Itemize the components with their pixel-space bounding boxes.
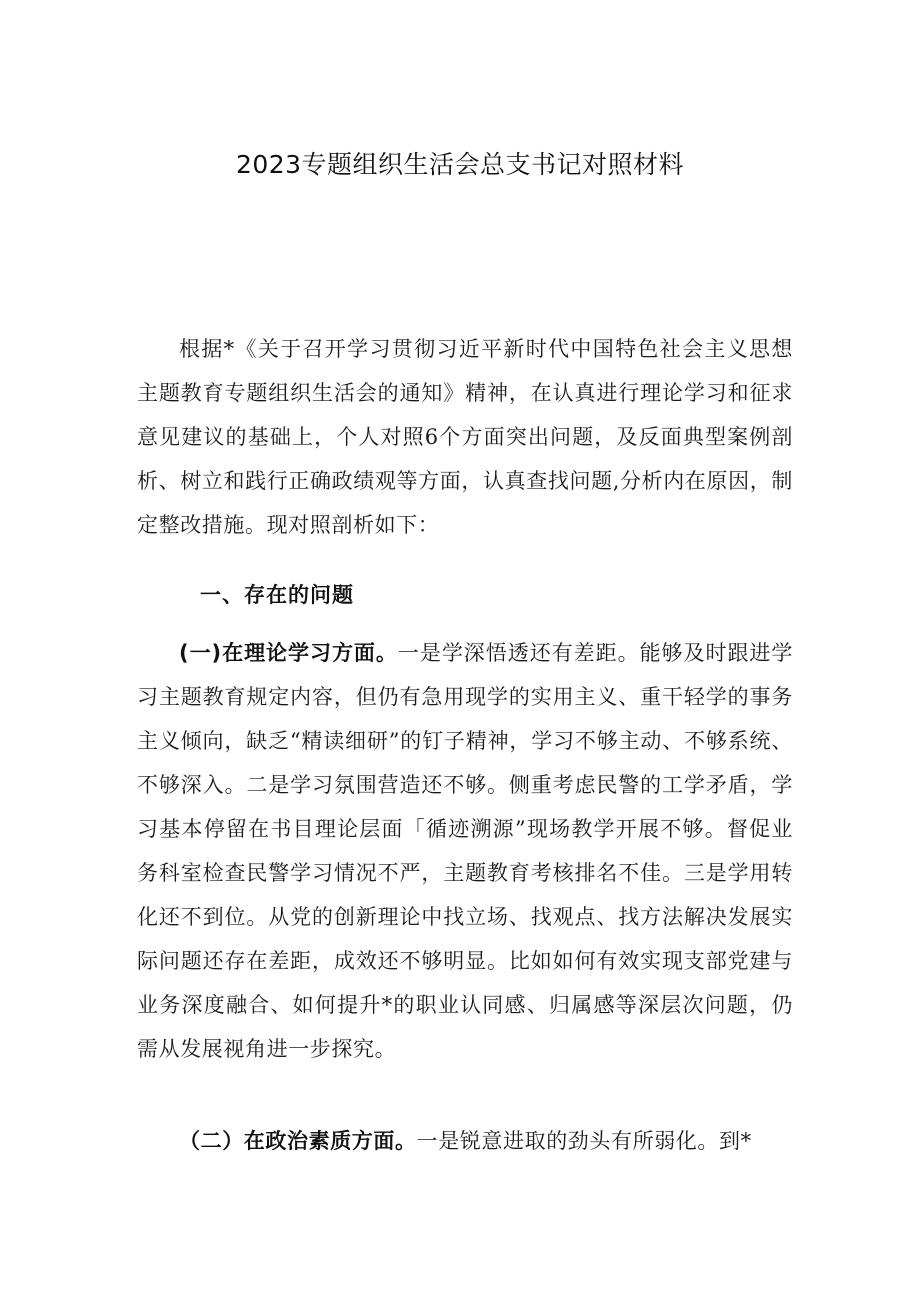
- section-heading-problems: 一、存在的问题: [200, 583, 354, 607]
- paragraph-body-political-quality: 一是锐意进取的劲头有所弱化。到*: [416, 1129, 752, 1153]
- paragraph-body-theory-study: 一是学深悟透还有差距。能够及时跟进学习主题教育规定内容，但仍有急用现学的实用主义、重干轻学的事务主义倾向，缺乏“精读细研”的钉子精神，学习不够主动、不够系统、不够深入。二是学习氛围营造还不够。侧重考虑民警的工学矛盾，学习基本停留在书目理论层面「循迹溯源”现场教学开展不够。督促业务科室检查民警学习情况不严，主题教育考核排名不佳。三是学用转化还不到位。从党的创新理论中找立场、找观点、找方法解决发展实际问题还存在差距，成效还不够明显。比如如何有效实现支部党建与业务深度融合、如何提升*的职业认同感、归属感等深层次问题，仍需从发展视角进一步探究。: [137, 641, 793, 1061]
- intro-paragraph: 根据*《关于召开学习贯彻习近平新时代中国特色社会主义思想主题教育专题组织生活会的通知》精神，在认真进行理论学习和征求意见建议的基础上，个人对照6个方面突出问题，及反面典型案例剖析、树立和践行正确政绩观等方面，认真查找问题,分析内在原因，制定整改措施。现对照剖析如下：: [137, 337, 793, 537]
- paragraph-political-quality: [137, 1119, 793, 1165]
- paragraph-lead-theory-study: (一)在理论学习方面。: [179, 641, 398, 665]
- paragraph-lead-political-quality: （二）在政治素质方面。: [179, 1129, 417, 1153]
- paragraph-theory-study: [137, 631, 793, 1121]
- document-title: 2023专题组织生活会总支书记对照材料: [235, 150, 685, 179]
